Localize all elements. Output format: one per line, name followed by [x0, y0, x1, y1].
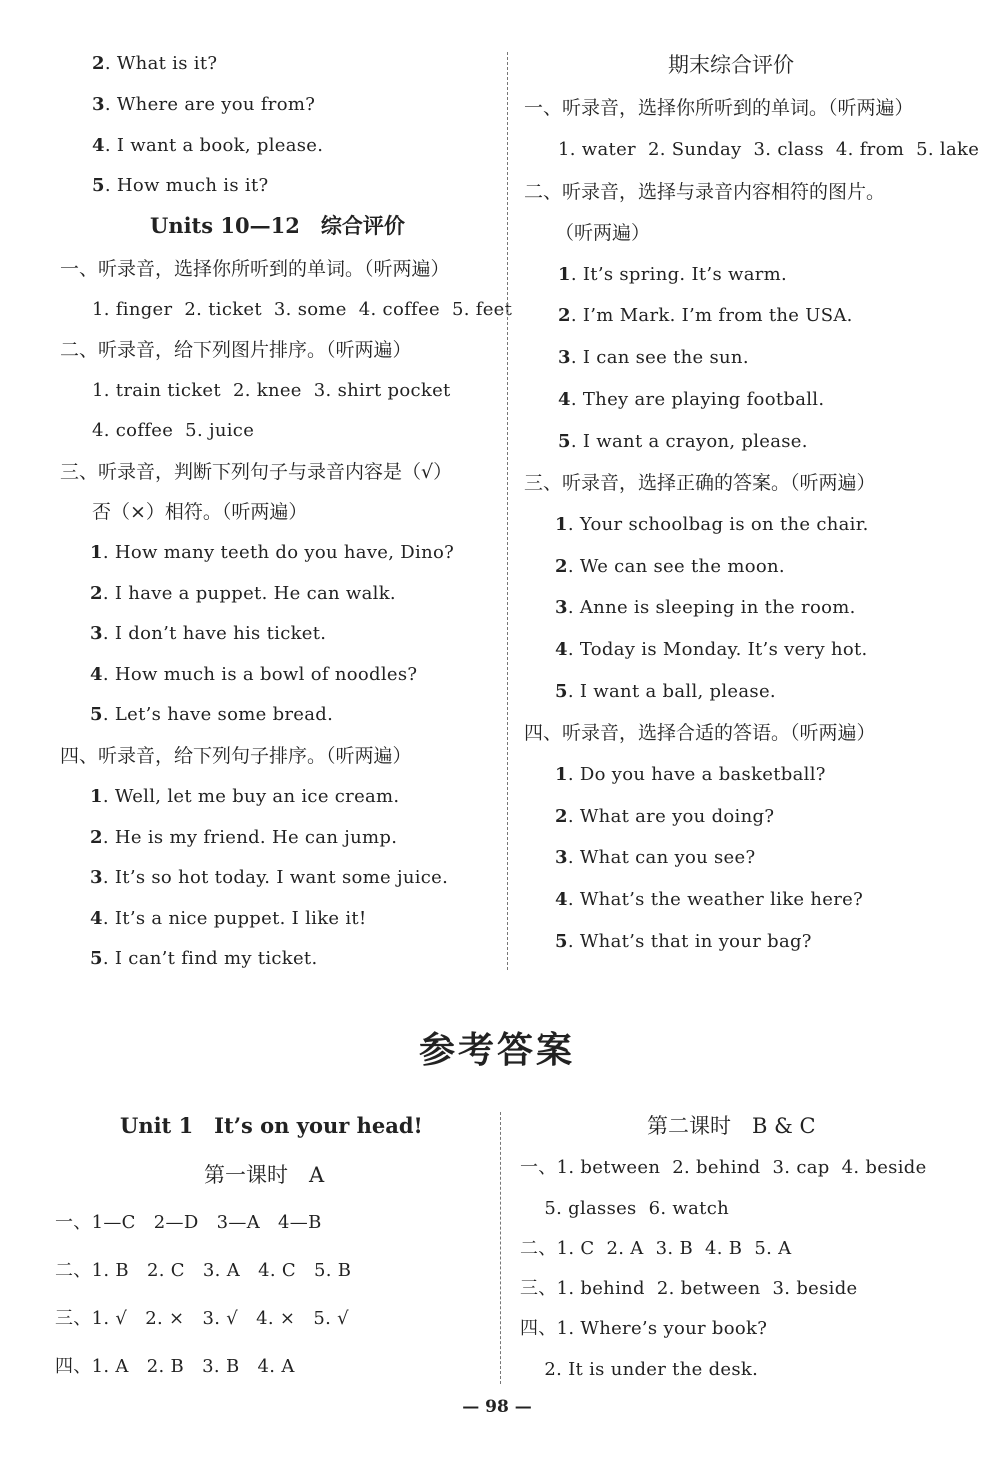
answer-row: 三、1. behind 2. between 3. beside: [520, 1278, 858, 1299]
answer-row: 二、1. B 2. C 3. A 4. C 5. B: [55, 1260, 352, 1281]
answer-row: 一、1—C 2—D 3—A 4—B: [55, 1212, 322, 1233]
list-item: 5. How much is it?: [92, 175, 269, 196]
list-item: 3. It’s so hot today. I want some juice.: [90, 867, 449, 888]
list-item: 1. Do you have a basketball?: [555, 764, 826, 785]
answer-row: 二、1. C 2. A 3. B 4. B 5. A: [520, 1238, 792, 1259]
answer-row: 一、1. between 2. behind 3. cap 4. beside: [520, 1157, 927, 1178]
answer-line: 1. finger 2. ticket 3. some 4. coffee 5. feet: [92, 299, 513, 320]
column-divider: [507, 52, 508, 970]
section-heading: 一、听录音，选择你所听到的单词。（听两遍）: [60, 258, 450, 280]
section-heading: 四、听录音，给下列句子排序。（听两遍）: [60, 745, 412, 767]
answer-row: 四、1. A 2. B 3. B 4. A: [55, 1356, 295, 1377]
list-item: 2. I have a puppet. He can walk.: [90, 583, 396, 604]
list-item: 2. We can see the moon.: [555, 556, 785, 577]
answer-line: 1. water 2. Sunday 3. class 4. from 5. lake: [558, 139, 980, 160]
answer-line: 4. coffee 5. juice: [92, 420, 255, 441]
list-item: 2. He is my friend. He can jump.: [90, 827, 398, 848]
list-item: 2. What is it?: [92, 53, 218, 74]
list-item: 3. I can see the sun.: [558, 347, 749, 368]
list-item: 4. It’s a nice puppet. I like it!: [90, 908, 367, 929]
list-item: 3. Anne is sleeping in the room.: [555, 597, 856, 618]
section-heading-cont: （听两遍）: [555, 222, 651, 244]
section-heading: 四、听录音，选择合适的答语。（听两遍）: [524, 722, 876, 744]
answer-row: 5. glasses 6. watch: [520, 1198, 729, 1219]
section-heading: 三、听录音，选择正确的答案。（听两遍）: [524, 472, 876, 494]
list-item: 2. What are you doing?: [555, 806, 775, 827]
list-item: 1. Your schoolbag is on the chair.: [555, 514, 869, 535]
section-heading: 二、听录音，给下列图片排序。（听两遍）: [60, 339, 412, 361]
list-item: 5. What’s that in your bag?: [555, 931, 812, 952]
section-heading-cont: 否（×）相符。（听两遍）: [92, 501, 308, 523]
list-item: 3. I don’t have his ticket.: [90, 623, 327, 644]
list-item: 3. Where are you from?: [92, 94, 316, 115]
section-title: 期末综合评价: [668, 53, 794, 77]
list-item: 4. Today is Monday. It’s very hot.: [555, 639, 868, 660]
list-item: 1. It’s spring. It’s warm.: [558, 264, 788, 285]
list-item: 4. They are playing football.: [558, 389, 825, 410]
list-item: 5. I want a crayon, please.: [558, 431, 808, 452]
lesson-title: 第二课时 B & C: [647, 1114, 816, 1138]
list-item: 4. I want a book, please.: [92, 135, 324, 156]
list-item: 5. I can’t find my ticket.: [90, 948, 318, 969]
list-item: 4. How much is a bowl of noodles?: [90, 664, 418, 685]
answer-row: 2. It is under the desk.: [520, 1359, 759, 1380]
lesson-title: 第一课时 A: [204, 1163, 325, 1187]
list-item: 1. Well, let me buy an ice cream.: [90, 786, 400, 807]
section-heading: 二、听录音，选择与录音内容相符的图片。: [524, 181, 886, 203]
answers-title: 参考答案: [418, 1029, 575, 1071]
section-title: Units 10—12 综合评价: [150, 213, 405, 238]
list-item: 3. What can you see?: [555, 847, 756, 868]
page-number: — 98 —: [462, 1397, 532, 1417]
unit-title: Unit 1 It’s on your head!: [120, 1113, 423, 1138]
list-item: 2. I’m Mark. I’m from the USA.: [558, 305, 853, 326]
section-heading: 三、听录音，判断下列句子与录音内容是（√）: [60, 461, 453, 483]
answer-line: 1. train ticket 2. knee 3. shirt pocket: [92, 380, 451, 401]
answer-row: 三、1. √ 2. × 3. √ 4. × 5. √: [55, 1308, 349, 1329]
list-item: 5. I want a ball, please.: [555, 681, 776, 702]
column-divider: [500, 1112, 501, 1384]
answer-row: 四、1. Where’s your book?: [520, 1318, 768, 1339]
section-heading: 一、听录音，选择你所听到的单词。（听两遍）: [524, 97, 914, 119]
list-item: 1. How many teeth do you have, Dino?: [90, 542, 455, 563]
list-item: 5. Let’s have some bread.: [90, 704, 334, 725]
list-item: 4. What’s the weather like here?: [555, 889, 864, 910]
